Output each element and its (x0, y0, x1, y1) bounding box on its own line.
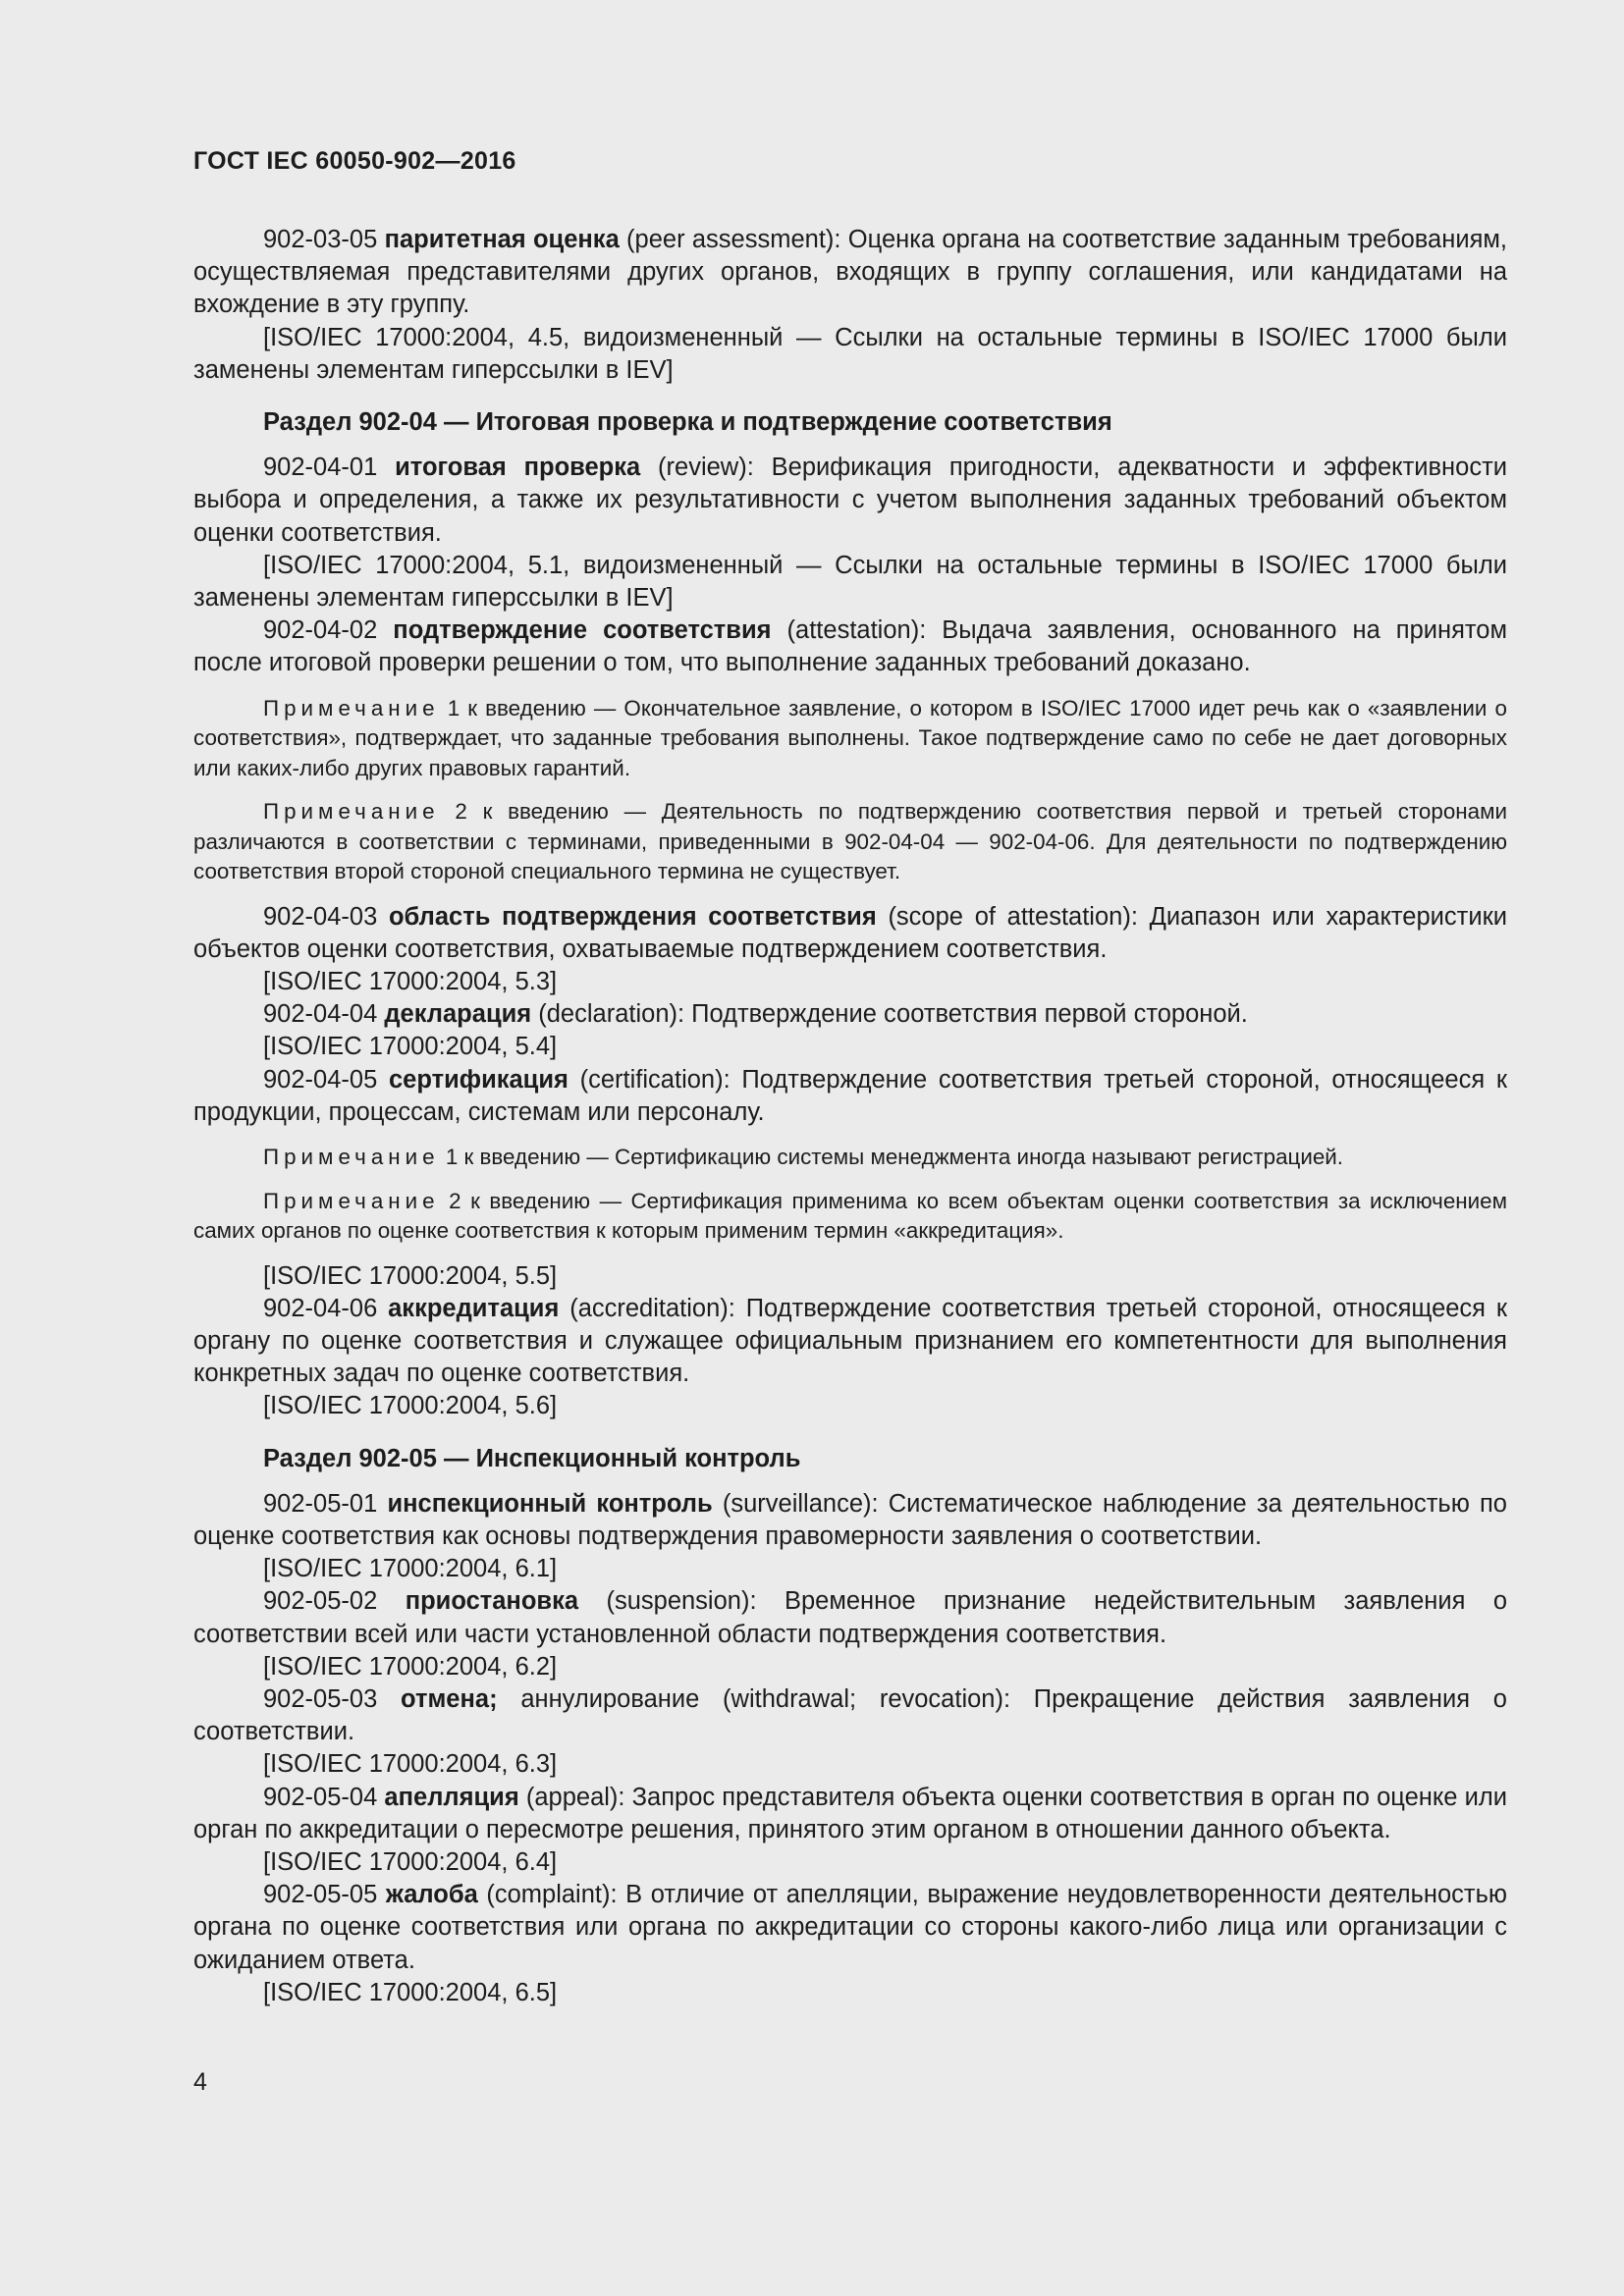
term-entry-902-04-04 (193, 998, 1507, 1031)
term-name: отмена; (401, 1685, 498, 1713)
term-number: 902-04-06 (263, 1294, 378, 1322)
term-reference: [ISO/IEC 17000:2004, 6.4] (263, 1848, 558, 1877)
term-definition: (appeal): Запрос представителя объекта оценки соответствия в орган по оценке или орган по аккредитации о пересмотре решения, принятого этим органом в отношении данного объекта. (193, 1783, 1507, 1843)
term-name: апелляция (384, 1783, 519, 1811)
term-definition: (peer assessment): Оценка органа на соответствие заданным требованиям, осуществляемая представителями других органов, входящих в группу соглашения, или кандидатами на вхождение в эту группу. (193, 226, 1507, 319)
term-entry-902-05-01 (193, 1488, 1507, 1553)
term-entry-902-05-03 (193, 1683, 1507, 1748)
term-entry-902-05-05 (193, 1879, 1507, 1977)
term-reference: [ISO/IEC 17000:2004, 5.6] (263, 1392, 558, 1420)
note-text: 1 к введению — Сертификацию системы менеджмента иногда называют регистрацией. (439, 1145, 1344, 1170)
term-number: 902-05-03 (263, 1685, 378, 1713)
term-definition: аннулирование (withdrawal; revocation): Прекращение действия заявления о соответствии. (193, 1685, 1507, 1746)
note-2 (193, 797, 1507, 887)
term-reference: [ISO/IEC 17000:2004, 6.2] (263, 1652, 558, 1681)
section-heading-902-04: Раздел 902-04 — Итоговая проверка и подтверждение соответствия (263, 408, 1112, 437)
term-entry-902-04-01 (193, 452, 1507, 550)
note-text: 1 к введению — Окончательное заявление, о котором в ISO/IEC 17000 идет речь как о «заявлении о соответствия», подтверждает, что заданные требования выполнены. Такое подтверждение само по себе не дает договорных или каких-либо других правовых гарантий. (193, 695, 1507, 780)
note-label: Примечание (263, 1145, 440, 1170)
term-reference: [ISO/IEC 17000:2004, 4.5, видоизмененный — Ссылки на остальные термины в ISO/IEC 17000 были заменены элементам гиперссылки в IEV] (193, 323, 1507, 384)
term-definition: (surveillance): Систематическое наблюдение за деятельностью по оценке соответствия как основы подтверждения правомерности заявления о соответствии. (193, 1489, 1507, 1550)
term-definition: (declaration): Подтверждение соответствия первой стороной. (531, 1000, 1248, 1029)
term-entry-902-04-03 (193, 901, 1507, 966)
term-entry-902-04-06 (193, 1293, 1507, 1391)
term-reference: [ISO/IEC 17000:2004, 5.5] (263, 1261, 558, 1290)
note-1 (193, 694, 1507, 784)
term-name: аккредитация (388, 1294, 560, 1322)
term-name: паритетная оценка (384, 226, 620, 253)
term-reference: [ISO/IEC 17000:2004, 6.3] (263, 1750, 558, 1779)
term-entry-902-05-02 (193, 1585, 1507, 1650)
note-label: Примечание (263, 695, 440, 721)
term-definition: (scope of attestation): Диапазон или характеристики объектов оценки соответствия, охватываемые подтверждением соответствия. (193, 902, 1507, 963)
term-number: 902-04-01 (263, 454, 378, 482)
term-reference: [ISO/IEC 17000:2004, 6.5] (263, 1978, 558, 2006)
term-name: жалоба (385, 1881, 478, 1909)
term-entry-902-04-02 (193, 614, 1507, 679)
term-name: приостановка (405, 1587, 579, 1616)
term-name: сертификация (388, 1065, 568, 1094)
term-reference: [ISO/IEC 17000:2004, 5.4] (263, 1033, 558, 1061)
term-name: декларация (384, 1000, 532, 1029)
term-reference: [ISO/IEC 17000:2004, 6.1] (263, 1555, 558, 1583)
term-name: подтверждение соответствия (393, 616, 772, 645)
term-number: 902-04-04 (263, 1000, 378, 1029)
document-body (193, 224, 1507, 2009)
term-entry-902-05-04 (193, 1782, 1507, 1846)
term-number: 902-04-03 (263, 902, 378, 931)
term-name: область подтверждения соответствия (388, 902, 877, 931)
term-entry-902-04-05 (193, 1064, 1507, 1129)
term-reference: [ISO/IEC 17000:2004, 5.1, видоизмененный — Ссылки на остальные термины в ISO/IEC 17000 были заменены элементам гиперссылки в IEV] (193, 551, 1507, 613)
term-name: итоговая проверка (395, 454, 641, 482)
term-definition: (review): Верификация пригодности, адекватности и эффективности выбора и определения, а также их результативности с учетом выполнения заданных требований объектом оценки соответствия. (193, 454, 1507, 547)
term-definition: (suspension): Временное признание недействительным заявления о соответствии всей или части установленной области подтверждения соответствия. (193, 1587, 1507, 1648)
term-number: 902-05-01 (263, 1489, 378, 1518)
note-2 (193, 1187, 1507, 1247)
term-number: 902-05-05 (263, 1881, 378, 1909)
term-entry-902-03-05 (193, 224, 1507, 322)
term-definition: (complaint): В отличие от апелляции, выражение неудовлетворенности деятельностью органа по оценке соответствия или органа по аккредитации со стороны какого-либо лица или организации с ожиданием ответа. (193, 1881, 1507, 1974)
section-heading-902-05: Раздел 902-05 — Инспекционный контроль (263, 1444, 801, 1472)
document-header: ГОСТ IEC 60050-902—2016 (193, 147, 516, 175)
term-number: 902-04-05 (263, 1065, 378, 1094)
note-text: 2 к введению — Деятельность по подтверждению соответствия первой и третьей сторонами различаются в соответствии с терминами, приведенными в 902-04-04 — 902-04-06. Для деятельности по подтверждению соответствия второй стороной специального термина не существует. (193, 799, 1507, 884)
term-number: 902-05-02 (263, 1587, 378, 1616)
term-number: 902-05-04 (263, 1783, 378, 1811)
page-number: 4 (193, 2068, 207, 2096)
term-definition: (certification): Подтверждение соответствия третьей стороной, относящееся к продукции, процессам, системам или персоналу. (193, 1065, 1507, 1126)
term-definition: (accreditation): Подтверждение соответствия третьей стороной, относящееся к органу по оценке соответствия и служащее официальным признанием его компетентности для выполнения конкретных задач по оценке соответствия. (193, 1294, 1507, 1388)
term-number: 902-03-05 (263, 226, 378, 253)
term-number: 902-04-02 (263, 616, 378, 645)
note-label: Примечание (263, 1188, 440, 1213)
note-label: Примечание (263, 799, 440, 825)
term-reference: [ISO/IEC 17000:2004, 5.3] (263, 968, 558, 996)
term-definition: (attestation): Выдача заявления, основанного на принятом после итоговой проверки решении о том, что выполнение заданных требований доказано. (193, 616, 1507, 677)
term-name: инспекционный контроль (387, 1489, 713, 1518)
note-1 (193, 1143, 1507, 1173)
note-text: 2 к введению — Сертификация применима ко всем объектам оценки соответствия за исключением самих органов по оценке соответствия к которым применим термин «аккредитация». (193, 1188, 1507, 1244)
